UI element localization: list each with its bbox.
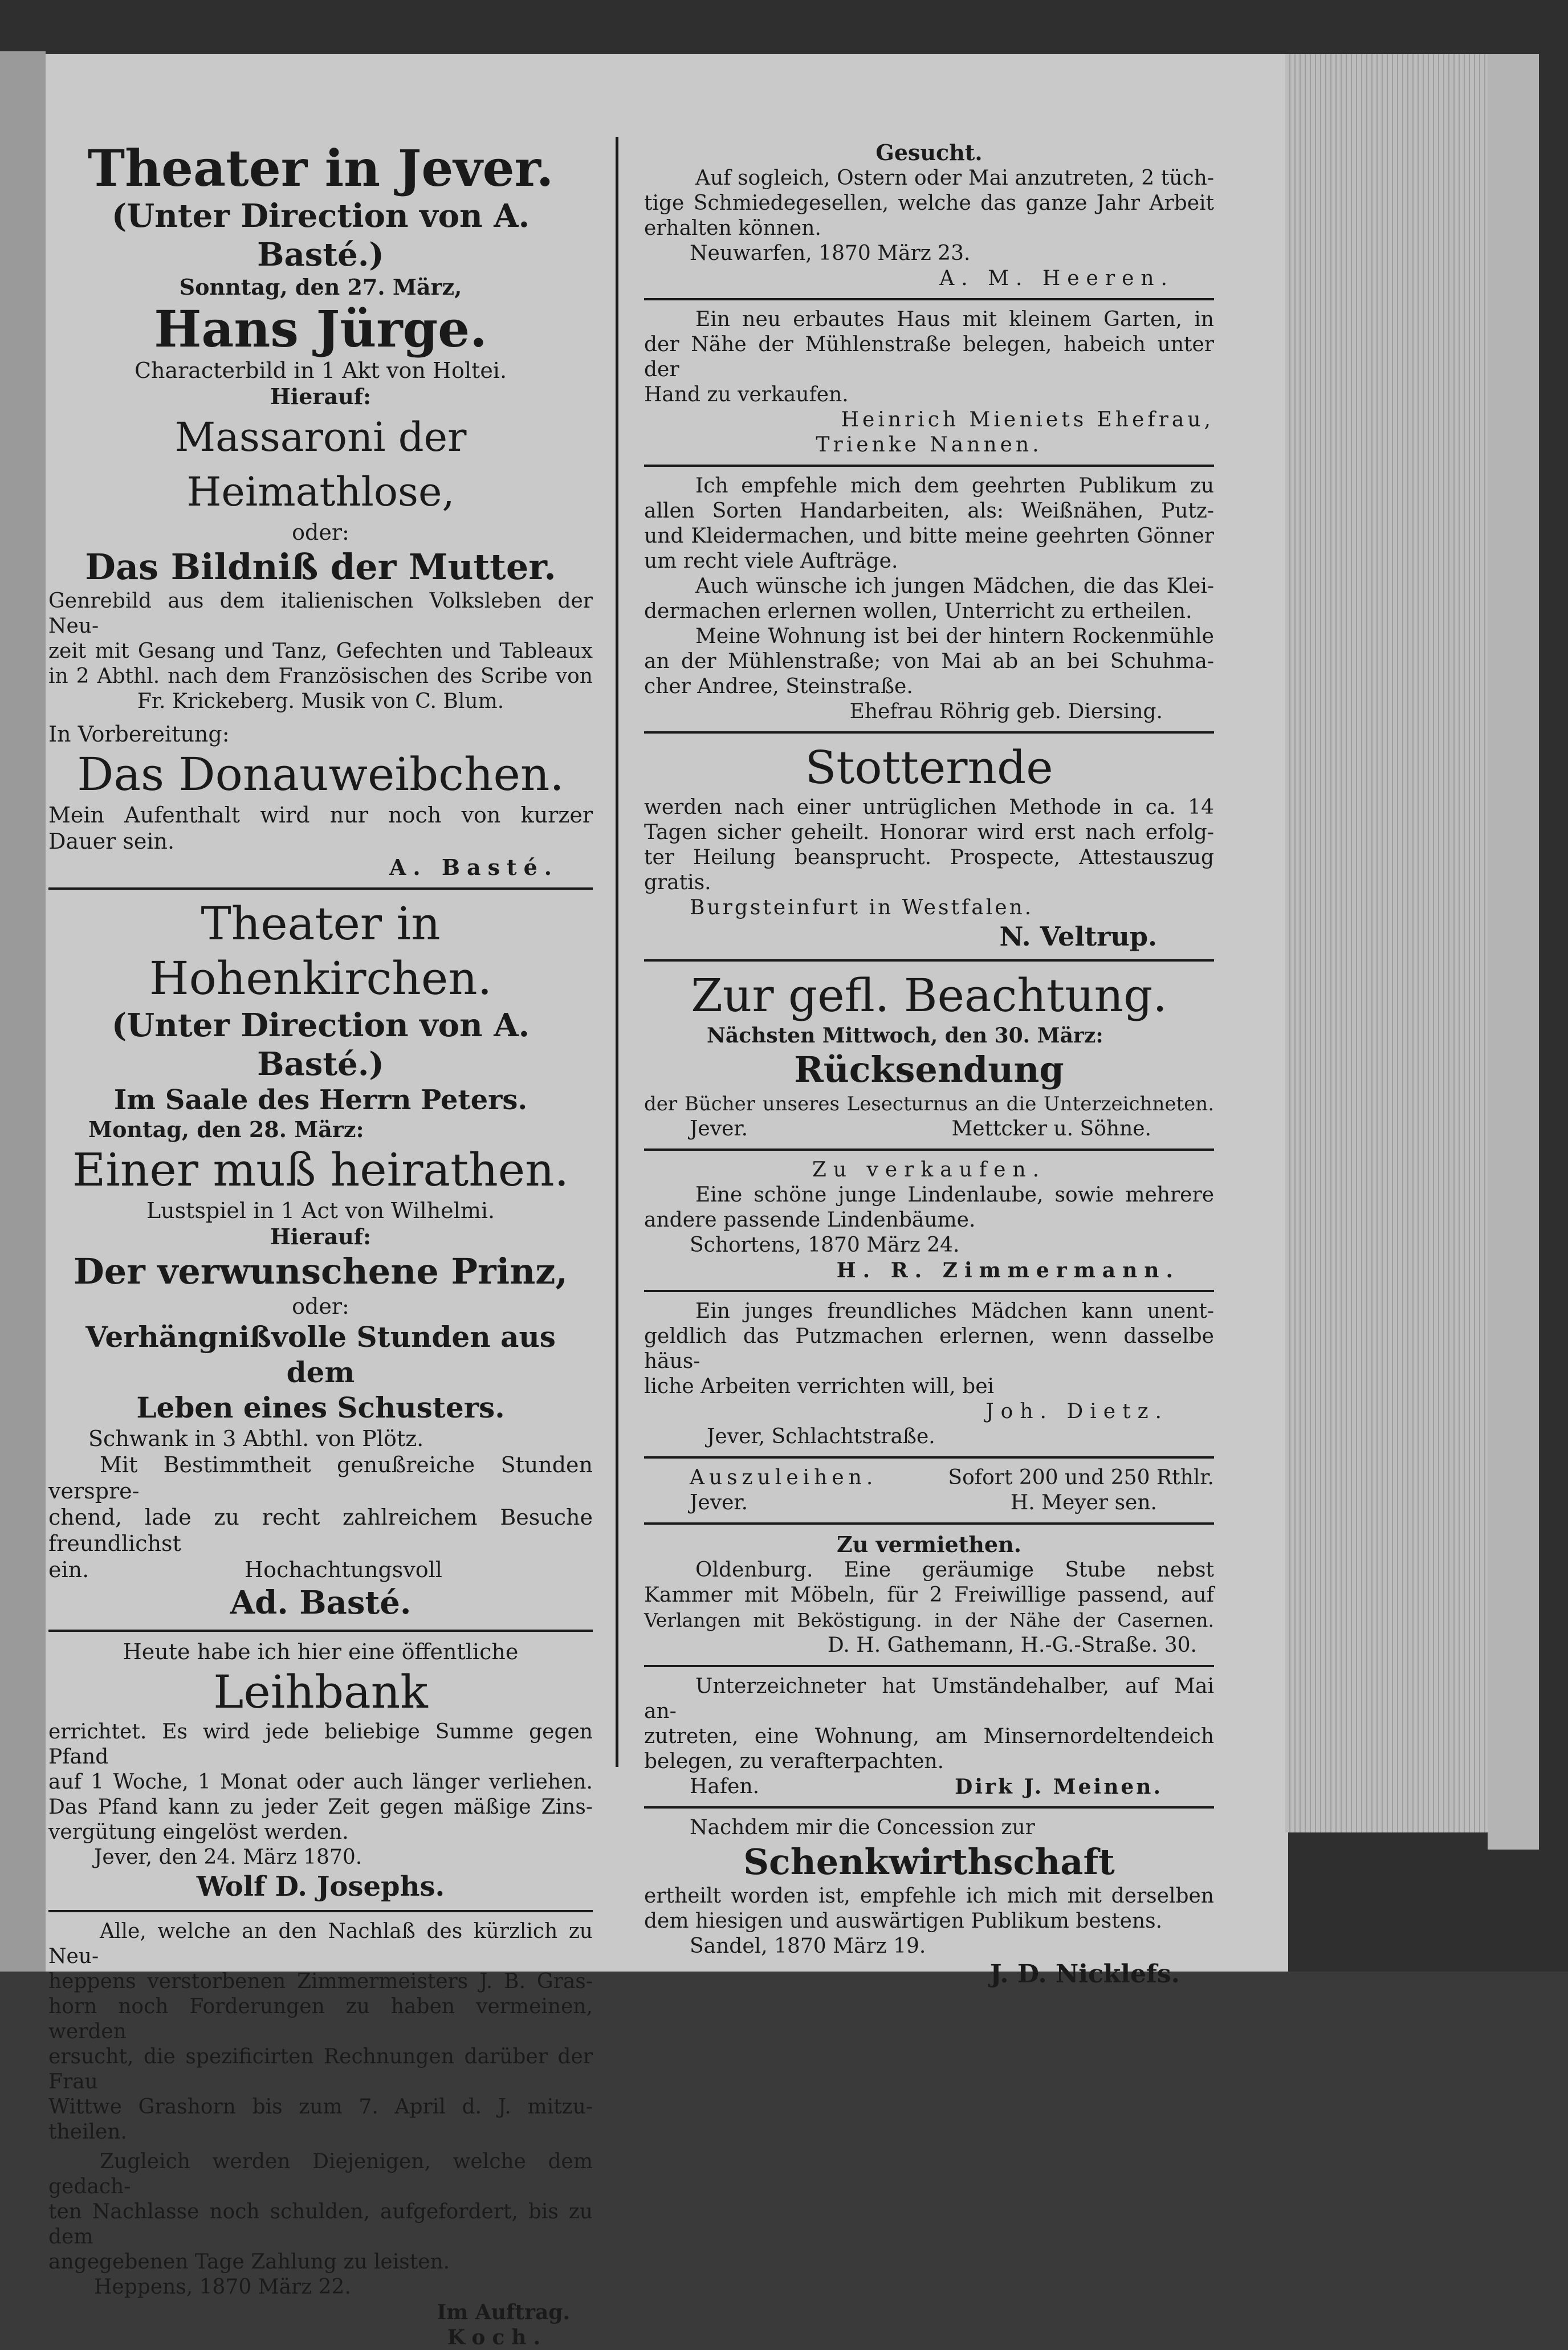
ad-text-line: ertheilt worden ist, empfehle ich mich mit derselben: [644, 1884, 1214, 1908]
ad-signature: Heinrich Mieniets Ehefrau,: [841, 408, 1214, 431]
ad-title: Schenkwirthschaft: [743, 1841, 1115, 1883]
ad-auszuleihen: [644, 1465, 1214, 1516]
ad-text-line: liche Arbeiten verrichten will, bei: [644, 1375, 995, 1398]
ad-text-line: Auch wünsche ich jungen Mädchen, die das Klei-: [695, 575, 1214, 598]
separator-rule: [644, 1456, 1214, 1459]
ad-text-line: chend, lade zu recht zahlreichem Besuche freundlichst: [48, 1505, 593, 1556]
note-line: Mein Aufenthalt wird nur noch von kurzer: [48, 803, 593, 828]
ad-text-line: ter Heilung beansprucht. Prospecte, Attestauszug: [644, 846, 1214, 869]
note-line: Dauer sein.: [48, 829, 175, 854]
ad-stotternde: [644, 740, 1214, 952]
ad-place: Jever.: [690, 1491, 748, 1514]
hierauf-label: Hierauf:: [270, 1224, 372, 1249]
ad-place-date: Schortens, 1870 März 24.: [690, 1233, 960, 1257]
ad-place: Jever.: [690, 1117, 748, 1141]
play-description-line: in 2 Abthl. nach dem Französischen des Scribe von: [48, 665, 593, 688]
ad-text-line: Wittwe Grashorn bis zum 7. April d. J. mitzu-: [48, 2095, 593, 2119]
ad-text-line: Tagen sicher geheilt. Honorar wird erst nach erfolg-: [644, 821, 1214, 844]
ad-leihbank: [48, 1639, 593, 1903]
ad-text-line: Meine Wohnung ist bei der hintern Rockenmühle: [695, 625, 1214, 648]
ad-date: Nächsten Mittwoch, den 30. März:: [707, 1024, 1103, 1048]
ad-subtitle: (Unter Direction von A. Basté.): [111, 197, 530, 274]
ad-place-date: Neuwarfen, 1870 März 23.: [690, 242, 971, 265]
ad-signature: Trienke Nannen.: [816, 433, 1042, 457]
ad-signature: Koch.: [447, 2325, 547, 2349]
ad-zu-verkaufen: [644, 1158, 1214, 1283]
ad-title: Theater in Jever.: [87, 139, 554, 198]
ad-text-line: allen Sorten Handarbeiten, als: Weißnähen, Putz-: [644, 499, 1214, 523]
ad-theater-jever: [48, 140, 593, 881]
ad-text-line: werden nach einer untrüglichen Methode in ca. 14: [644, 796, 1214, 819]
ad-text-line: belegen, zu verafterpachten.: [644, 1750, 944, 1773]
ad-place-date: Sandel, 1870 März 19.: [690, 1934, 926, 1958]
previous-page-edge: [0, 51, 46, 1972]
preparation-label: In Vorbereitung:: [48, 722, 230, 747]
ad-text-line: Eine schöne junge Lindenlaube, sowie mehrere: [695, 1183, 1214, 1207]
ad-text-line: Ein neu erbautes Haus mit kleinem Garten, in: [695, 308, 1214, 331]
separator-rule: [644, 1290, 1214, 1292]
ad-text-line: Hand zu verkaufen.: [644, 383, 849, 406]
hierauf-label: Hierauf:: [270, 384, 372, 409]
play-description: Characterbild in 1 Akt von Holtei.: [134, 358, 507, 383]
ad-haus-verkauf: [644, 307, 1214, 458]
ad-signature: D. H. Gathemann, H.-G.-Straße. 30.: [827, 1634, 1197, 1657]
play-title: Der verwunschene Prinz,: [73, 1251, 568, 1292]
ad-text-line: dem hiesigen und auswärtigen Publikum bestens.: [644, 1909, 1163, 1933]
ad-text-line: Zugleich werden Diejenigen, welche dem gedach-: [48, 2150, 593, 2198]
ad-venue: Im Saale des Herrn Peters.: [113, 1084, 528, 1116]
ad-line: [644, 1465, 1214, 1490]
oder-label: oder:: [292, 1294, 349, 1319]
ad-text-line: erhalten können.: [644, 217, 821, 240]
ad-title: Gesucht.: [875, 140, 983, 165]
ad-text-line: der Bücher unseres Lesecturnus an die Unterzeichneten.: [644, 1093, 1214, 1115]
play-description: Schwank in 3 Abthl. von Plötz.: [88, 1426, 424, 1451]
ad-intro: Nachdem mir die Concession zur: [690, 1816, 1035, 1839]
ad-text-line: ten Nachlasse noch schulden, aufgefordert, bis zu dem: [48, 2200, 593, 2249]
ad-text-line: Das Pfand kann zu jeder Zeit gegen mäßige Zins-: [48, 1795, 593, 1819]
column-divider: [616, 137, 618, 1767]
ad-title: Zu vermiethen.: [837, 1532, 1021, 1557]
separator-rule: [48, 1910, 593, 1912]
left-column: [48, 140, 593, 2350]
ad-text-line: andere passende Lindenbäume.: [644, 1208, 976, 1232]
separator-rule: [644, 298, 1214, 300]
separator-rule: [48, 887, 593, 890]
ad-signature: H. R. Zimmermann.: [836, 1259, 1180, 1282]
ad-signature: Joh. Dietz.: [985, 1400, 1168, 1423]
ad-subtitle: Rücksendung: [794, 1049, 1064, 1090]
ad-text-line: zutreten, eine Wohnung, am Minsernordeltendeich: [644, 1725, 1214, 1748]
ad-text-line: ersucht, die spezificirten Rechnungen darüber der Frau: [48, 2045, 593, 2094]
ad-place: Hafen.: [690, 1775, 760, 1798]
ad-gesucht: [644, 140, 1214, 291]
ad-signature: A. Basté.: [389, 854, 559, 880]
play-alt-title: Verhängnißvolle Stunden aus dem: [85, 1320, 556, 1389]
ad-text-line: der Nähe der Mühlenstraße belegen, habeich unter der: [644, 333, 1214, 381]
ad-nachlass-grashorn: [48, 1919, 593, 2350]
play-description-line: Genrebild aus dem italienischen Volksleben der Neu-: [48, 589, 593, 638]
play-alt-title: Leben eines Schusters.: [136, 1391, 505, 1424]
separator-rule: [644, 1522, 1214, 1525]
ad-date: Sonntag, den 27. März,: [179, 274, 462, 300]
book-cover-edge: [1488, 54, 1539, 1850]
play-description: Lustspiel in 1 Act von Wilhelmi.: [146, 1198, 495, 1223]
ad-signature: Wolf D. Josephs.: [196, 1871, 445, 1903]
ad-footer-row: [644, 1774, 1214, 1799]
ad-text-line: errichtet. Es wird jede beliebige Summe gegen Pfand: [48, 1720, 593, 1769]
ad-text-line: Ein junges freundliches Mädchen kann unent-: [695, 1300, 1214, 1323]
ad-text-line: Verlangen mit Beköstigung. in der Nähe der Casernen.: [644, 1609, 1214, 1631]
ad-text-line: Auf sogleich, Ostern oder Mai anzutreten, 2 tüch-: [695, 166, 1214, 190]
separator-rule: [48, 1630, 593, 1632]
ad-title: Zur gefl. Beachtung.: [691, 969, 1167, 1022]
ad-commission: Im Auftrag.: [437, 2300, 570, 2324]
ad-beachtung: [644, 968, 1214, 1142]
ad-text-line: gratis.: [644, 871, 711, 894]
ad-text-line: Ich empfehle mich dem geehrten Publikum zu: [695, 474, 1214, 498]
ad-text-line: Sofort 200 und 250 Rthlr.: [948, 1466, 1214, 1489]
ad-text-line: auf 1 Woche, 1 Monat oder auch länger verliehen.: [48, 1770, 593, 1794]
ad-title: Leihbank: [213, 1665, 428, 1718]
separator-rule: [644, 1806, 1214, 1809]
ad-text-line: Oldenburg. Eine geräumige Stube nebst: [695, 1558, 1214, 1582]
ad-signature: H. Meyer sen.: [1010, 1491, 1157, 1514]
ad-text-line: heppens verstorbenen Zimmermeisters J. B. Gras-: [48, 1970, 593, 1993]
separator-rule: [644, 731, 1214, 734]
oder-label: oder:: [292, 520, 349, 545]
preparation-title: Das Donauweibchen.: [77, 748, 564, 801]
ad-signature: J. D. Nicklefs.: [989, 1960, 1180, 1989]
separator-rule: [644, 1148, 1214, 1151]
play-title: Massaroni der Heimathlose,: [174, 414, 467, 515]
right-column: [644, 140, 1214, 1990]
ad-text-line: und Kleidermachen, und bitte meine geehrten Gönner: [644, 524, 1214, 548]
play-title: Hans Jürge.: [154, 299, 487, 359]
ad-schenkwirthschaft: [644, 1815, 1214, 1990]
ad-title: Auszuleihen.: [690, 1466, 878, 1489]
ad-text-line: horn noch Forderungen zu haben vermeinen, werden: [48, 1995, 593, 2043]
separator-rule: [644, 1665, 1214, 1667]
ad-putzmachen: [644, 1299, 1214, 1449]
play-alt-title: Das Bildniß der Mutter.: [85, 546, 556, 588]
separator-rule: [644, 959, 1214, 962]
ad-handarbeiten: [644, 474, 1214, 724]
ad-text-line: cher Andree, Steinstraße.: [644, 675, 913, 698]
ad-text-line: angegebenen Tage Zahlung zu leisten.: [48, 2250, 450, 2274]
ad-text-line: tige Schmiedegesellen, welche das ganze Jahr Arbeit: [644, 192, 1214, 215]
ad-footer-row: [644, 1490, 1214, 1516]
ad-title: Zu verkaufen.: [812, 1158, 1046, 1182]
ad-zu-vermiethen: [644, 1532, 1214, 1658]
ad-address: Jever, Schlachtstraße.: [707, 1425, 935, 1448]
ad-text-line: theilen.: [48, 2120, 127, 2144]
ad-text-line: vergütung eingelöst werden.: [48, 1820, 349, 1844]
ad-text-line: Alle, welche an den Nachlaß des kürzlich zu Neu-: [48, 1920, 593, 1968]
book-page-stack: [1285, 54, 1488, 1832]
ad-intro: Heute habe ich hier eine öffentliche: [123, 1639, 519, 1664]
play-description-line: zeit mit Gesang und Tanz, Gefechten und Tableaux: [48, 640, 593, 663]
ad-text-line: Unterzeichneter hat Umständehalber, auf Mai an-: [644, 1675, 1214, 1723]
ad-signature: Dirk J. Meinen.: [955, 1775, 1163, 1799]
ad-text-line: Kammer mit Möbeln, für 2 Freiwillige passend, auf: [644, 1583, 1214, 1607]
ad-text-line: an der Mühlenstraße; von Mai ab an bei Schuhma-: [644, 650, 1214, 673]
play-title: Einer muß heirathen.: [72, 1143, 569, 1196]
ad-text-line: um recht viele Aufträge.: [644, 549, 898, 573]
ad-place-date: Jever, den 24. März 1870.: [94, 1846, 363, 1869]
ad-subtitle: (Unter Direction von A. Basté.): [111, 1007, 530, 1083]
play-description-line: Fr. Krickeberg. Musik von C. Blum.: [137, 690, 504, 713]
ad-text-line: dermachen erlernen wollen, Unterricht zu ertheilen.: [644, 600, 1192, 623]
separator-rule: [644, 465, 1214, 467]
ad-signature: N. Veltrup.: [999, 921, 1157, 952]
ad-closing: Hochachtungsvoll: [245, 1557, 442, 1582]
ad-signature: Ad. Basté.: [230, 1584, 412, 1622]
ad-signature: A. M. Heeren.: [939, 267, 1174, 290]
ad-title: Theater in Hohenkirchen.: [149, 897, 492, 1005]
ad-signature: Ehefrau Röhrig geb. Diersing.: [849, 700, 1163, 723]
ad-theater-hohenkirchen: [48, 897, 593, 1623]
ad-place: Burgsteinfurt in Westfalen.: [690, 896, 1034, 919]
ad-wohnung: [644, 1674, 1214, 1799]
ad-text-line: ein.: [48, 1557, 89, 1582]
ad-date: Montag, den 28. März:: [88, 1117, 364, 1142]
ad-text-line: geldlich das Putzmachen erlernen, wenn dasselbe häus-: [644, 1325, 1214, 1373]
ad-title: Stotternde: [805, 741, 1053, 794]
ad-text-line: Mit Bestimmtheit genußreiche Stunden verspre-: [48, 1452, 593, 1504]
ad-place-date: Heppens, 1870 März 22.: [94, 2275, 351, 2299]
ad-footer-row: [644, 1117, 1214, 1142]
ad-signature: Mettcker u. Söhne.: [951, 1117, 1151, 1141]
